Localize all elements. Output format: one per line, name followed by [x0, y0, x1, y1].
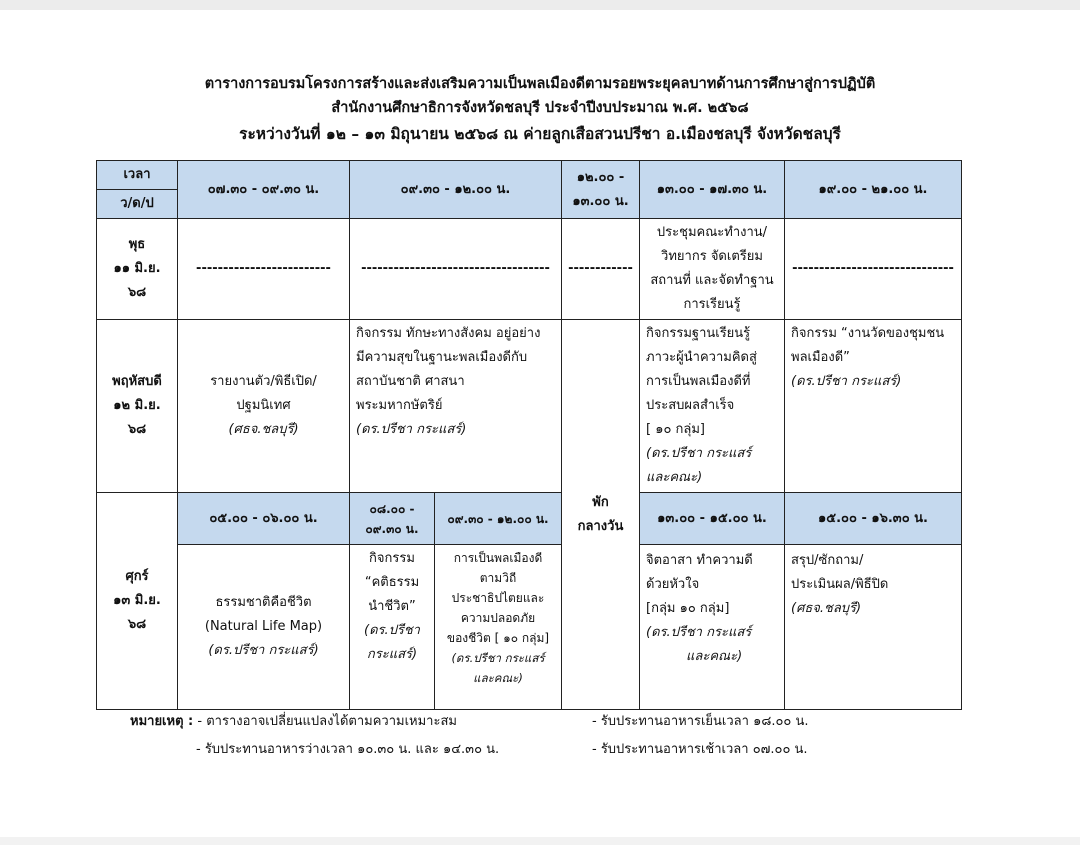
schedule-table [96, 160, 962, 710]
note-1: - ตารางอาจเปลี่ยนแปลงได้ตามความเหมาะสม [197, 714, 457, 729]
note-3: - รับประทานอาหารเย็นเวลา ๑๘.๐๐ น. [592, 714, 809, 729]
text-line: พลเมืองดี” [791, 350, 850, 365]
row-day-2 [97, 320, 962, 493]
time-slot-3-line2: ๑๓.๐๐ น. [572, 193, 629, 209]
text-line: สรุป/ซักถาม/ [791, 553, 864, 568]
bottom-bar [0, 837, 1080, 845]
corner-date-label: ว/ด/ป [120, 196, 154, 211]
day-3-mid-1 [350, 545, 435, 710]
text-line: จิตอาสา ทำความดี [646, 553, 753, 568]
text-line: กิจกรรม ทักษะทางสังคม อยู่อย่าง [356, 326, 541, 341]
text-line: ของชีวิต [ ๑๐ กลุ่ม] [446, 631, 550, 645]
text-line: กิจกรรม “งานวัดของชุมชน [791, 326, 945, 341]
text-line: การเรียนรู้ [683, 297, 741, 312]
day-2-morning-1 [178, 320, 350, 493]
time2-slot-4: ๑๓.๐๐ - ๑๕.๐๐ น. [640, 493, 785, 545]
time2-slot-3: ๐๙.๓๐ - ๑๒.๐๐ น. [435, 493, 562, 545]
text-line: กิจกรรมฐานเรียนรู้ [646, 326, 751, 341]
time2-slot-5: ๑๕.๐๐ - ๑๖.๓๐ น. [785, 493, 962, 545]
text-line: ตามวิถี [479, 571, 517, 585]
time2-slot-1: ๐๕.๐๐ - ๐๖.๐๐ น. [178, 493, 350, 545]
text-line: วิทยากร จัดเตรียม [661, 249, 763, 264]
top-bar [0, 0, 1080, 10]
presenter: และคณะ) [646, 470, 703, 485]
day-3-label [97, 493, 178, 710]
text-line: ประสบผลสำเร็จ [646, 398, 735, 413]
text-line: ธรรมชาติคือชีวิต [215, 595, 312, 610]
corner-time-label: เวลา [97, 161, 177, 190]
day-1-label [97, 219, 178, 320]
presenter: (ดร.ปรีชา กระแสร์ [646, 446, 752, 461]
day-2-morning-2 [350, 320, 562, 493]
day-1-slot-1: ------------------------- [178, 219, 350, 320]
text-line: ประชาธิปไตยและ [451, 591, 545, 605]
text-line: ด้วยหัวใจ [646, 577, 700, 592]
time2-slot-2 [350, 493, 435, 545]
day-1-afternoon [640, 219, 785, 320]
header-row-1 [97, 161, 962, 219]
text-line: รายงานตัว/พิธีเปิด/ [210, 374, 317, 389]
day-3-name: ศุกร์ [125, 569, 149, 584]
time-slot-2: ๐๙.๓๐ - ๑๒.๐๐ น. [350, 161, 562, 219]
row-day-1 [97, 219, 962, 320]
day-3-afternoon [640, 545, 785, 710]
doc-title-line1: ตารางการอบรมโครงการสร้างและส่งเสริมความเป็นพลเมืองดีตามรอยพระยุคลบาทด้านการศึกษาสู่การปฏิบัติ [204, 76, 876, 92]
text-line: [กลุ่ม ๑๐ กลุ่ม] [646, 601, 730, 616]
time2-slot-2-line2: ๐๙.๓๐ น. [365, 521, 419, 536]
text-line: สถานที่ และจัดทำฐาน [650, 273, 774, 288]
text-line: ประชุมคณะทำงาน/ [656, 225, 768, 240]
day-3-closing [785, 545, 962, 710]
presenter: (ดร.ปรีชา กระแสร์) [208, 643, 319, 658]
day-1-slot-2: ----------------------------------- [350, 219, 562, 320]
day-1-name: พุธ [128, 237, 146, 252]
presenter: กระแสร์) [366, 647, 418, 662]
text-line: สถาบันชาติ ศาสนา [356, 374, 465, 389]
text-line: ปฐมนิเทศ [236, 398, 291, 413]
doc-title-line3: ระหว่างวันที่ ๑๒ – ๑๓ มิถุนายน ๒๕๖๘ ณ ค่ายลูกเสือสวนปรีชา อ.เมืองชลบุรี จังหวัดชลบุรี [239, 125, 841, 143]
row-day-3 [97, 545, 962, 710]
time-slot-3-line1: ๑๒.๐๐ - [576, 169, 625, 185]
note-2: - รับประทานอาหารว่างเวลา ๑๐.๓๐ น. และ ๑๔.๓๐ น. [196, 742, 500, 757]
time-slot-5: ๑๙.๐๐ - ๒๑.๐๐ น. [785, 161, 962, 219]
corner-cell [97, 161, 178, 219]
lunch-break-cell [562, 320, 640, 710]
presenter: (ดร.ปรีชา กระแสร์) [791, 374, 902, 389]
text-line: การเป็นพลเมืองดีที่ [646, 374, 751, 389]
time-slot-3 [562, 161, 640, 219]
time-slot-4: ๑๓.๐๐ - ๑๗.๓๐ น. [640, 161, 785, 219]
note-4: - รับประทานอาหารเช้าเวลา ๐๗.๐๐ น. [592, 742, 808, 757]
note-label: หมายเหตุ : [130, 714, 194, 729]
day-3-mid-2 [435, 545, 562, 710]
note-row-1-left [130, 712, 457, 732]
day-2-afternoon [640, 320, 785, 493]
presenter: (ดร.ปรีชา กระแสร์ [646, 625, 752, 640]
text-line: “คติธรรม [364, 575, 420, 590]
presenter: และคณะ) [473, 671, 523, 685]
day-3-early [178, 545, 350, 710]
text-line: พระมหากษัตริย์ [356, 398, 443, 413]
presenter: (ดร.ปรีชา กระแสร์) [356, 422, 467, 437]
lunch-line-2: กลางวัน [577, 518, 624, 534]
presenter: และคณะ) [686, 649, 743, 664]
presenter: (ศธจ.ชลบุรี) [791, 601, 862, 616]
day-2-evening [785, 320, 962, 493]
text-line: [ ๑๐ กลุ่ม] [646, 422, 706, 437]
header-row-2 [97, 493, 962, 545]
text-line: กิจกรรม [369, 551, 415, 566]
day-2-label [97, 320, 178, 493]
time2-slot-2-line1: ๐๘.๐๐ - [369, 501, 415, 516]
day-3-date: ๑๓ มิ.ย. [113, 593, 161, 608]
lunch-line-1: พัก [592, 494, 609, 510]
day-3-year: ๖๘ [127, 617, 147, 632]
presenter: (ดร.ปรีชา กระแสร์ [451, 651, 545, 665]
day-1-date: ๑๑ มิ.ย. [113, 261, 161, 276]
text-line: (Natural Life Map) [204, 619, 323, 634]
day-2-date: ๑๒ มิ.ย. [113, 398, 161, 413]
presenter: (ดร.ปรีชา [364, 623, 420, 638]
text-line: ความปลอดภัย [460, 611, 536, 625]
day-2-year: ๖๘ [127, 422, 147, 437]
text-line: มีความสุขในฐานะพลเมืองดีกับ [356, 350, 528, 365]
doc-title-line2: สำนักงานศึกษาธิการจังหวัดชลบุรี ประจำปีงบประมาณ พ.ศ. ๒๕๖๘ [331, 100, 749, 116]
text-line: ภาวะผู้นำความคิดสู่ [646, 350, 757, 365]
day-1-slot-3: ------------ [562, 219, 640, 320]
day-2-name: พฤหัสบดี [112, 374, 162, 389]
day-1-year: ๖๘ [127, 285, 147, 300]
presenter: (ศธจ.ชลบุรี) [228, 422, 299, 437]
day-1-slot-5: ------------------------------ [785, 219, 962, 320]
time-slot-1: ๐๗.๓๐ - ๐๙.๓๐ น. [178, 161, 350, 219]
text-line: การเป็นพลเมืองดี [453, 551, 543, 565]
text-line: นำชีวิต” [368, 599, 416, 614]
text-line: ประเมินผล/พิธีปิด [791, 577, 889, 592]
